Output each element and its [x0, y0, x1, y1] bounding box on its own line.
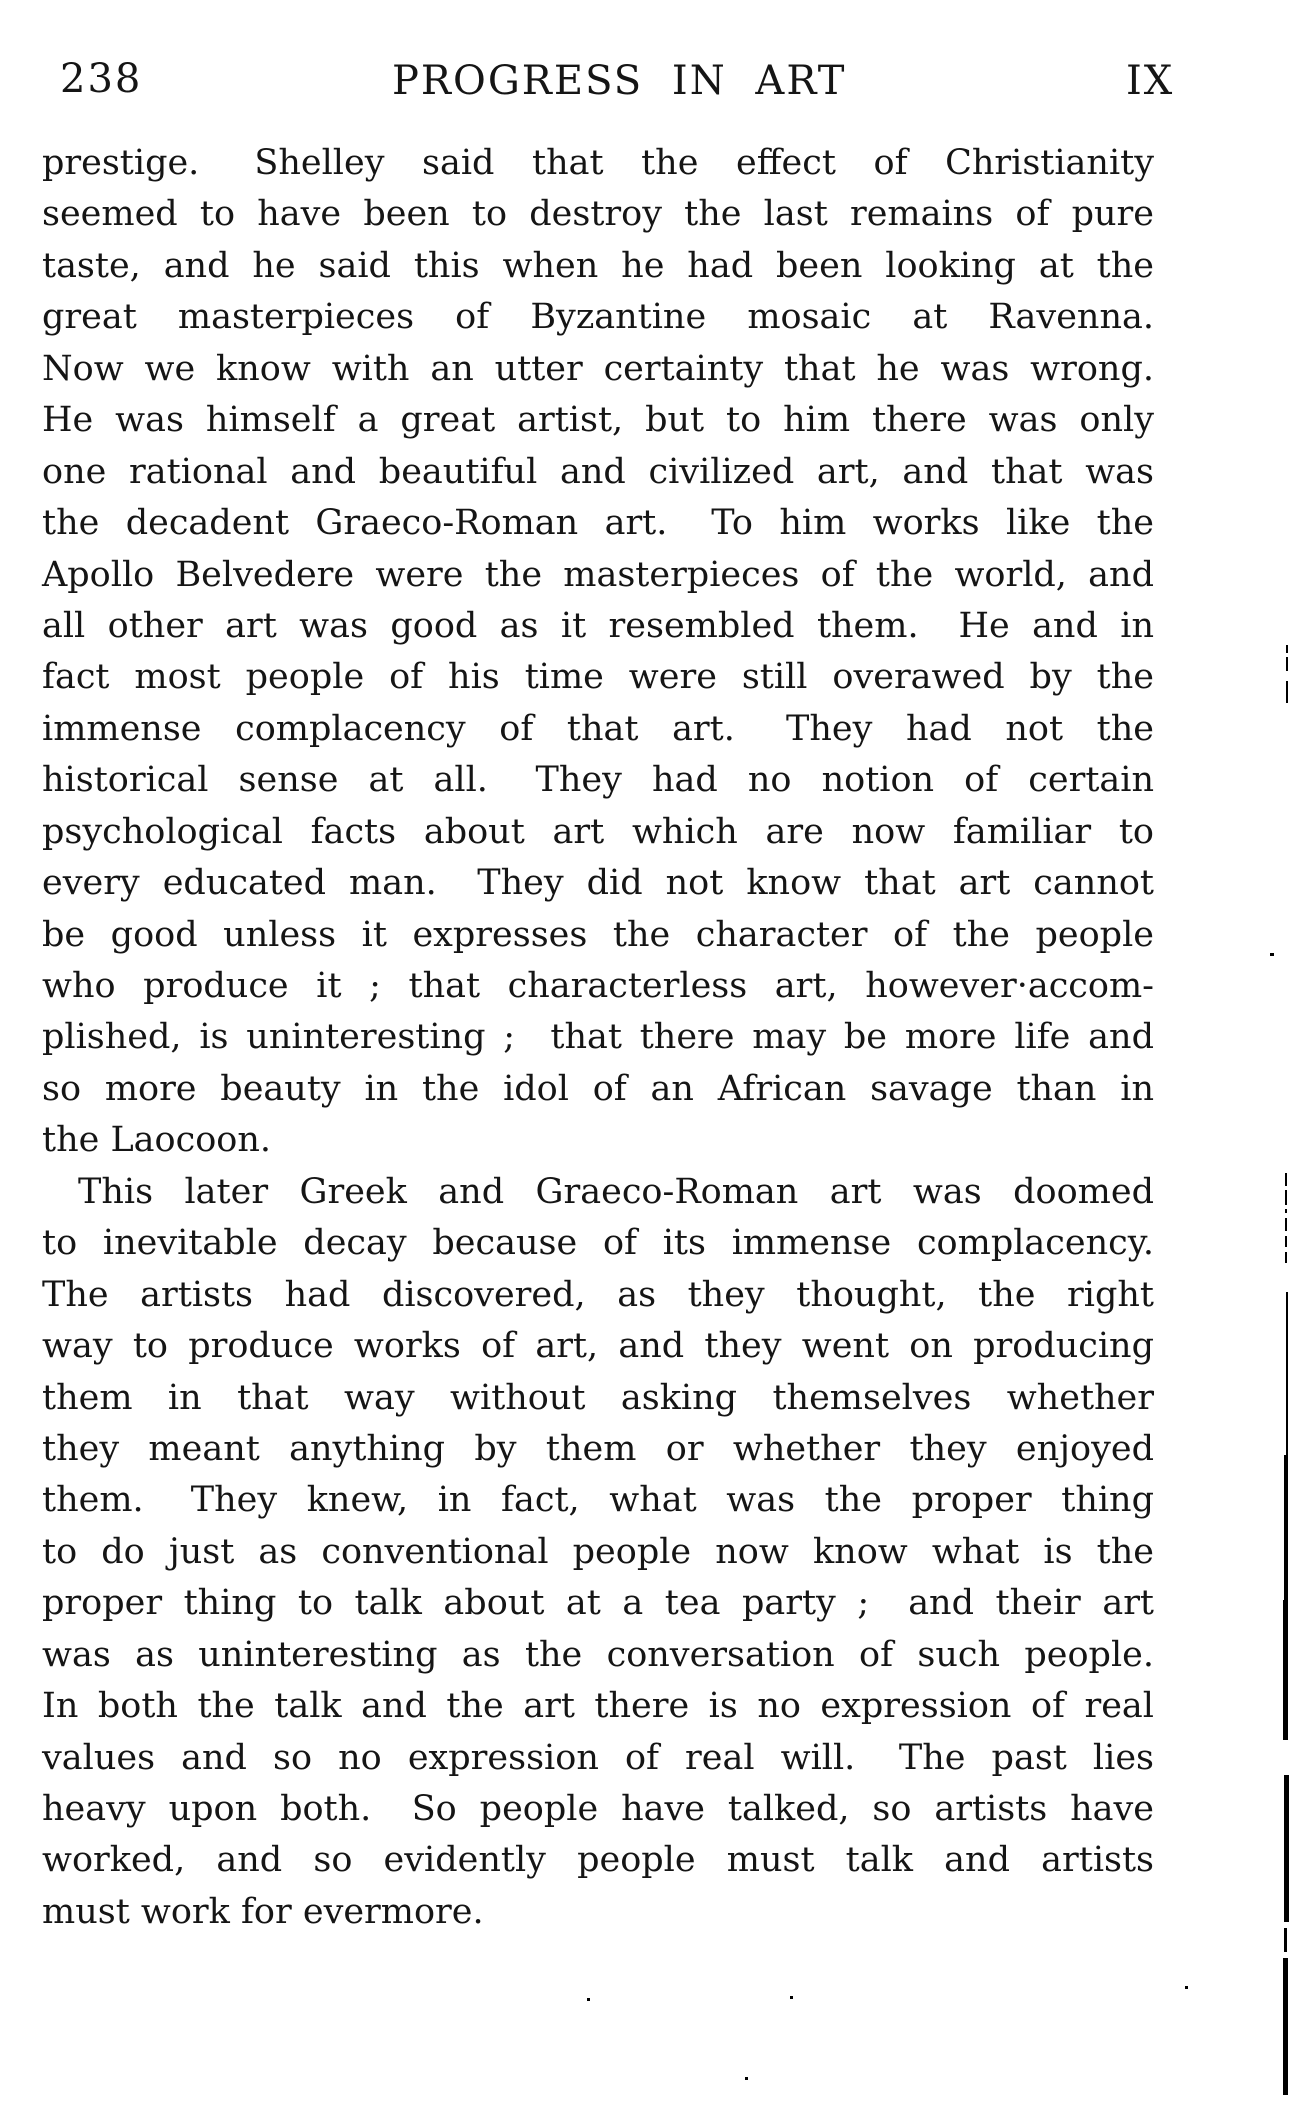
text-line: immense complacency of that art. They had not the [42, 708, 1154, 749]
scan-mark [1285, 1190, 1287, 1205]
text-line: This later Greek and Graeco-Roman art was doomed [78, 1171, 1154, 1212]
page-number: 238 [60, 56, 143, 102]
chapter-numeral: IX [1126, 58, 1175, 104]
text-line: the decadent Graeco-Roman art. To him works like the [42, 503, 1154, 544]
text-line: In both the talk and the art there is no expression of real [42, 1686, 1154, 1727]
text-line: Apollo Belvedere were the masterpieces of the world, and [42, 554, 1154, 595]
scan-mark [745, 2077, 748, 2080]
text-line: taste, and he said this when he had been looking at the [42, 245, 1154, 286]
text-line: seemed to have been to destroy the last remains of pure [42, 194, 1154, 235]
text-line: values and so no expression of real will. The past lies [42, 1737, 1154, 1778]
text-line: fact most people of his time were still overawed by the [42, 657, 1154, 698]
text-line: who produce it ; that characterless art, however·accom- [42, 966, 1154, 1006]
scan-mark [1286, 657, 1288, 671]
running-title: PROGRESS IN ART [392, 58, 847, 104]
scan-mark [1284, 1775, 1289, 1922]
text-line: them. They knew, in fact, what was the proper thing [42, 1480, 1154, 1521]
text-line: worked, and so evidently people must talk and artists [42, 1840, 1154, 1881]
text-line: one rational and beautiful and civilized art, and that was [42, 451, 1154, 492]
scan-mark [1285, 1252, 1287, 1263]
body-text [42, 138, 1154, 1938]
text-line: plished, is uninteresting ; that there may be more life and [42, 1017, 1154, 1058]
scan-mark [790, 1996, 793, 1999]
scan-mark [1285, 1218, 1287, 1231]
scan-mark [1284, 1455, 1288, 1600]
text-line: was as uninteresting as the conversation of such people. [42, 1634, 1154, 1675]
scan-mark [1284, 1928, 1287, 1952]
text-line: way to produce works of art, and they went on producing [42, 1326, 1154, 1367]
text-line: to inevitable decay because of its immense complacency. [42, 1223, 1154, 1264]
text-line: they meant anything by them or whether they enjoyed [42, 1428, 1154, 1469]
text-line: the Laocoon. [42, 1120, 272, 1161]
scan-mark [1283, 1958, 1288, 2095]
text-line: heavy upon both. So people have talked, so artists have [42, 1789, 1154, 1829]
text-line: to do just as conventional people now know what is the [42, 1531, 1154, 1572]
scan-mark [1185, 1986, 1188, 1989]
text-line: He was himself a great artist, but to him there was only [42, 400, 1154, 441]
text-line: all other art was good as it resembled them. He and in [42, 605, 1154, 646]
text-line: so more beauty in the idol of an African savage than in [42, 1068, 1154, 1109]
text-line: every educated man. They did not know that art cannot [42, 863, 1154, 904]
text-line: Now we know with an utter certainty that he was wrong. [42, 348, 1154, 389]
scan-mark [1283, 1600, 1288, 1740]
scan-mark [1270, 953, 1274, 956]
text-line: great masterpieces of Byzantine mosaic at Ravenna. [42, 297, 1154, 338]
scan-mark [587, 1998, 590, 2001]
text-line: historical sense at all. They had no notion of certain [42, 760, 1154, 801]
scan-mark [1285, 1209, 1287, 1213]
scan-mark [1285, 1236, 1287, 1247]
text-line: them in that way without asking themselves whether [42, 1377, 1154, 1418]
text-line: prestige. Shelley said that the effect of Christianity [42, 143, 1154, 183]
scan-mark [1286, 1292, 1288, 1455]
text-line: The artists had discovered, as they thought, the right [42, 1274, 1154, 1315]
scan-mark [1286, 681, 1288, 703]
text-line: proper thing to talk about at a tea party ; and their art [42, 1583, 1154, 1624]
scan-mark [1285, 1173, 1287, 1186]
text-line: must work for evermore. [42, 1891, 484, 1932]
scan-mark [1286, 645, 1288, 653]
text-line: psychological facts about art which are now familiar to [42, 811, 1154, 852]
text-line: be good unless it expresses the character of the people [42, 914, 1154, 955]
